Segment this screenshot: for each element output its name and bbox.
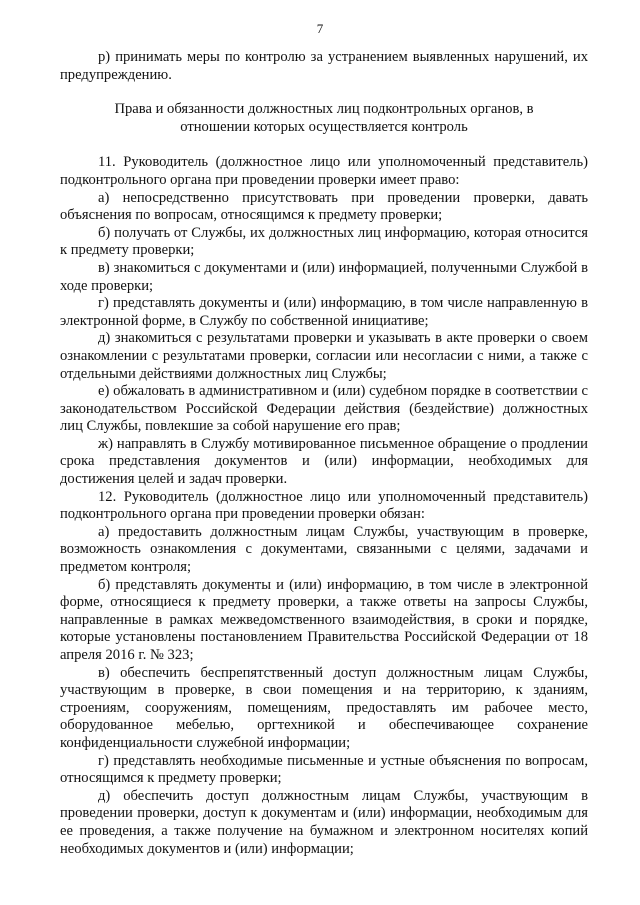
intro-paragraph: р) принимать меры по контролю за устранением выявленных нарушений, их предупреждению.: [60, 49, 588, 83]
clause-12-item-a: а) предоставить должностным лицам Службы, участвующим в проверке, возможность ознакомления с документами, связанными с целями, задачами и предметом контроля;: [60, 523, 588, 576]
page-number: 7: [316, 21, 324, 36]
clause-11-lead: 11. Руководитель (должностное лицо или уполномоченный представитель) подконтрольного органа при проведении проверки имеет право:: [60, 154, 588, 188]
clause-11-item-v: в) знакомиться с документами и (или) информацией, полученными Службой в ходе проверки;: [60, 259, 588, 294]
section-heading: Права и обязанности должностных лиц подконтрольных органов, в отношении которых осуществляется контроль: [114, 101, 534, 135]
clause-12-lead: 12. Руководитель (должностное лицо или уполномоченный представитель) подконтрольного органа при проведении проверки обязан:: [60, 488, 588, 523]
clause-11-item-zh: ж) направлять в Службу мотивированное письменное обращение о продлении срока представления документов и (или) информации, необходимых для достижения целей и задач проверки.: [60, 435, 588, 488]
clause-12-item-g: г) представлять необходимые письменные и устные объяснения по вопросам, относящимся к предмету проверки;: [60, 752, 588, 787]
clause-11-item-a: а) непосредственно присутствовать при проведении проверки, давать объяснения по вопросам, относящимся к предмету проверки;: [60, 189, 588, 224]
clause-12-item-v: в) обеспечить беспрепятственный доступ должностным лицам Службы, участвующим в проверке, в свои помещения и на территорию, к зданиям, строениям, сооружениям, помещениям, предоставлять им рабочее место, оборудованное мебелью, оргтехникой и обеспечивающее сохранение конфиденциальности служебной информации;: [60, 664, 588, 751]
clause-12-item-d: д) обеспечить доступ должностным лицам Службы, участвующим в проведении проверки, доступ к документам и (или) информации, необходимым для ее проведения, а также получение на бумажном и электронном носителях копий необходимых документов и (или) информации;: [60, 787, 588, 857]
clause-11-item-d: д) знакомиться с результатами проверки и указывать в акте проверки о своем ознакомлении с результатами проверки, согласии или несогласии с ними, а также с отдельными действиями должностных лиц Службы;: [60, 330, 588, 382]
clause-12-item-b: б) представлять документы и (или) информацию, в том числе в электронной форме, относящиеся к предмету проверки, а также ответы на запросы Службы, направленные в рамках межведомственного взаимодействия, в сроки и порядке, которые установлены постановлением Правительства Российской Федерации от 18 апреля 2016 г. № 323;: [60, 576, 588, 663]
clause-11-item-g: г) представлять документы и (или) информацию, в том числе направленную в электронной форме, в Службу по собственной инициативе;: [60, 295, 588, 329]
document-body: [60, 49, 588, 858]
clause-11-item-e: е) обжаловать в административном и (или) судебном порядке в соответствии с законодательством Российской Федерации действия (бездействие) должностных лиц Службы, повлекшие за собой нарушение его прав;: [60, 383, 588, 435]
clause-11-item-b: б) получать от Службы, их должностных лиц информацию, которая относится к предмету проверки;: [60, 224, 588, 259]
